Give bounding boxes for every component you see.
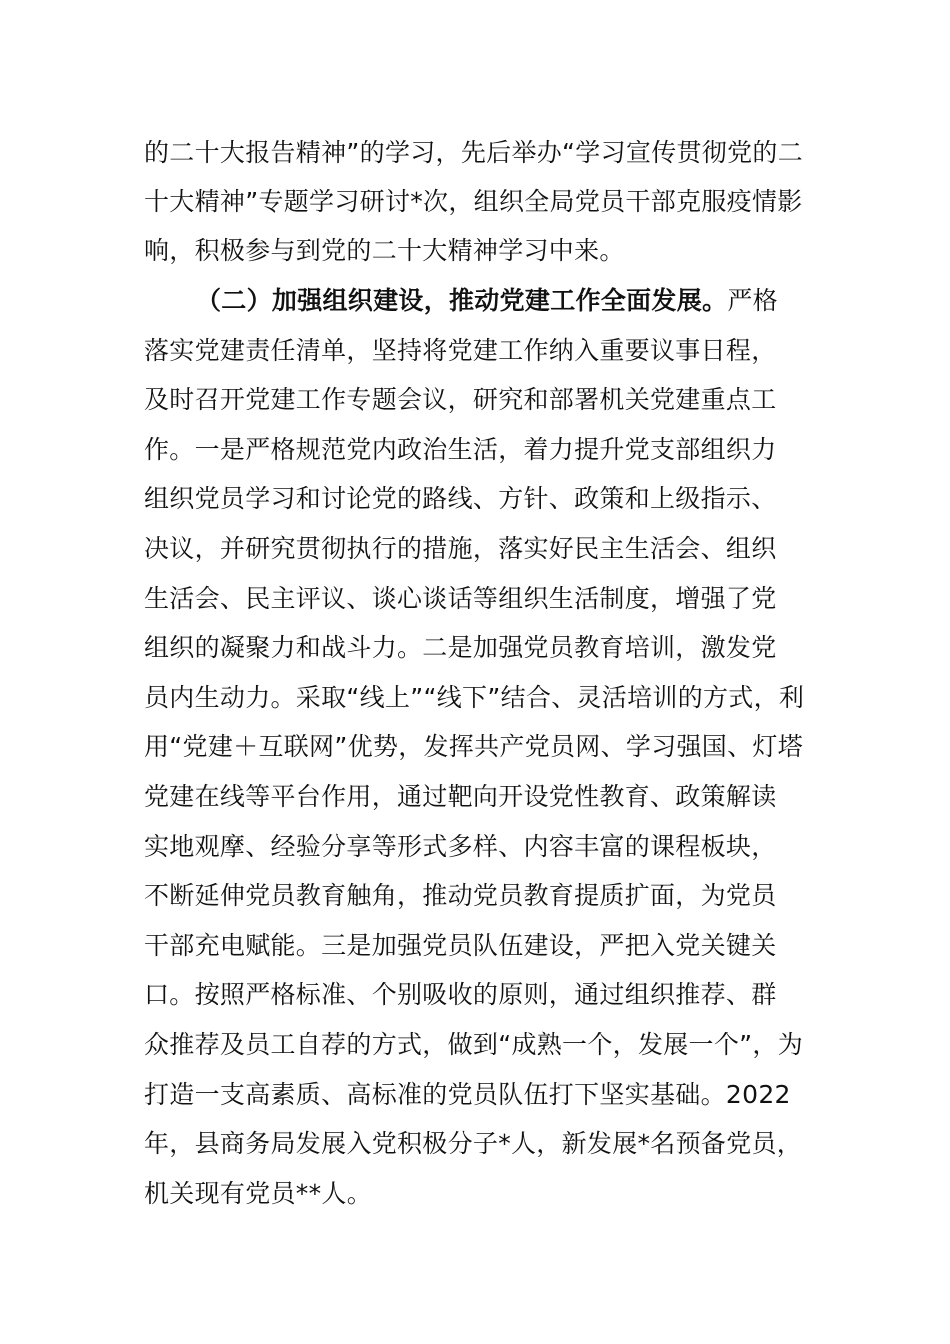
section-heading-line — [196, 286, 778, 316]
text-line-21: 机关现有党员**人。 — [144, 1179, 373, 1208]
text-line-14: 实地观摩、经验分享等形式多样、内容丰富的课程板块， — [144, 832, 777, 861]
text-line-11: 员内生动力。采取“线上”“线下”结合、灵活培训的方式，利 — [144, 683, 805, 712]
text-line-4: 落实党建责任清单，坚持将党建工作纳入重要议事日程， — [144, 336, 777, 365]
text-line-9: 生活会、民主评议、谈心谈话等组织生活制度，增强了党 — [144, 584, 777, 613]
text-line-3: 响，积极参与到党的二十大精神学习中来。 — [144, 236, 625, 265]
text-line-8: 决议，并研究贯彻执行的措施，落实好民主生活会、组织 — [144, 534, 777, 563]
text-line-13: 党建在线等平台作用，通过靶向开设党性教育、政策解读 — [144, 782, 777, 811]
text-line-15: 不断延伸党员教育触角，推动党员教育提质扩面，为党员 — [144, 881, 777, 910]
section-heading-tail: 严格 — [727, 286, 778, 315]
text-line-18: 众推荐及员工自荐的方式，做到“成熟一个，发展一个”，为 — [144, 1030, 804, 1059]
text-line-20: 年，县商务局发展入党积极分子*人，新发展*名预备党员， — [144, 1129, 803, 1158]
text-line-2: 十大精神”专题学习研讨*次，组织全局党员干部克服疫情影 — [144, 187, 803, 216]
text-line-19: 打造一支高素质、高标准的党员队伍打下坚实基础。2022 — [144, 1080, 791, 1109]
text-line-5: 及时召开党建工作专题会议，研究和部署机关党建重点工 — [144, 385, 777, 414]
text-line-10: 组织的凝聚力和战斗力。二是加强党员教育培训，激发党 — [144, 633, 777, 662]
section-heading: （二）加强组织建设，推动党建工作全面发展。 — [196, 286, 728, 315]
text-line-16: 干部充电赋能。三是加强党员队伍建设，严把入党关键关 — [144, 931, 777, 960]
text-line-7: 组织党员学习和讨论党的路线、方针、政策和上级指示、 — [144, 484, 777, 513]
text-line-6: 作。一是严格规范党内政治生活，着力提升党支部组织力 — [144, 435, 777, 464]
text-line-17: 口。按照严格标准、个别吸收的原则，通过组织推荐、群 — [144, 980, 777, 1009]
text-line-12: 用“党建＋互联网”优势，发挥共产党员网、学习强国、灯塔 — [144, 732, 804, 761]
text-line-1: 的二十大报告精神”的学习，先后举办“学习宣传贯彻党的二 — [144, 138, 804, 167]
